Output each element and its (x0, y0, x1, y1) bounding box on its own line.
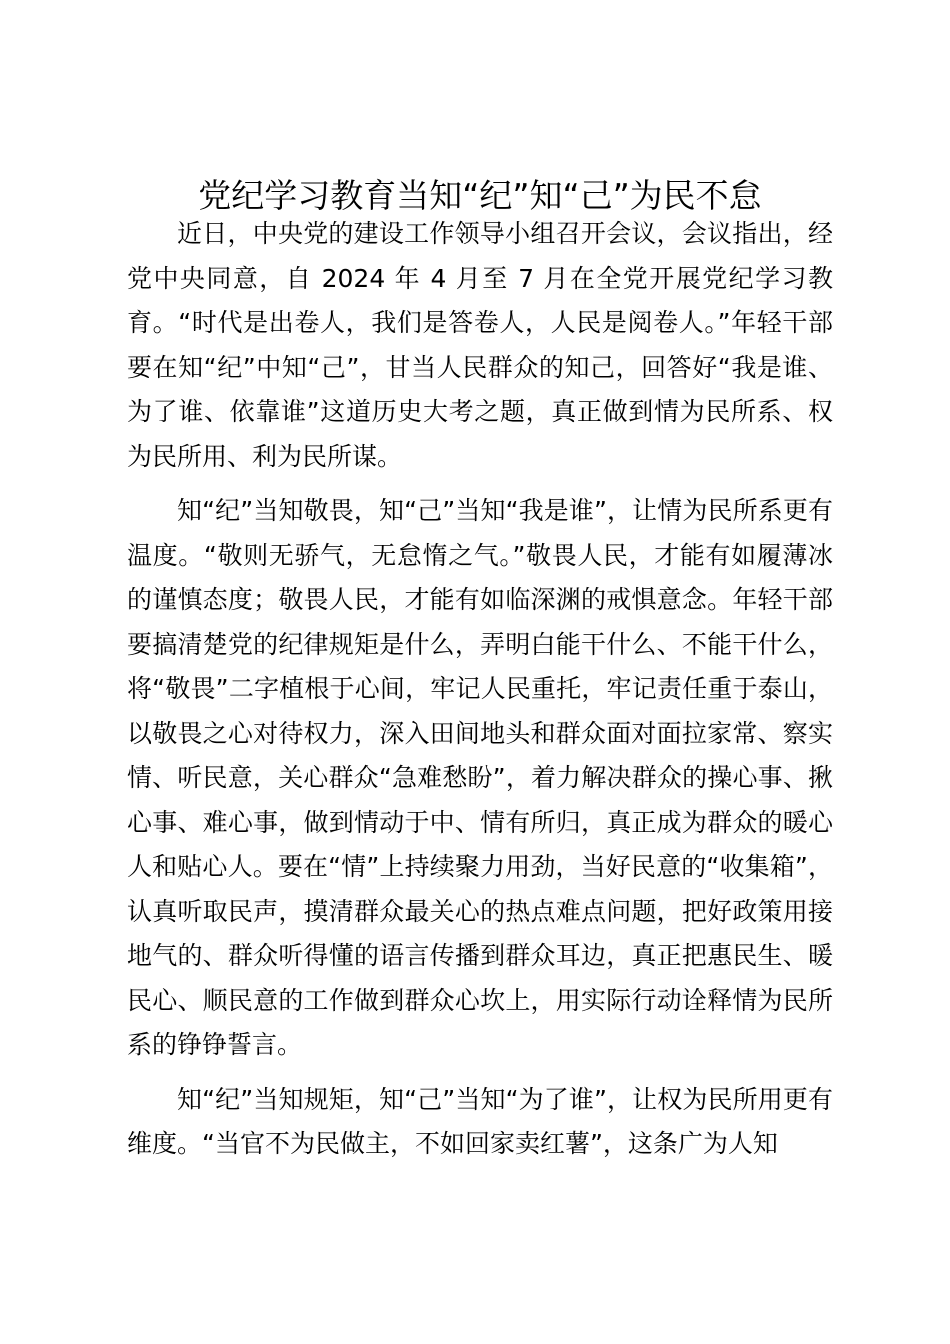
document-title: 党纪学习教育当知“纪”知“己”为民不怠 (198, 176, 762, 215)
document-page (127, 172, 833, 1167)
paragraph-awe: 知“纪”当知敬畏，知“己”当知“我是谁”，让情为民所系更有温度。“敬则无骄气，无怠惰之气。”敬畏人民，才能有如履薄冰的谨慎态度；敬畏人民，才能有如临深渊的戒惧意念。年轻干部要搞清楚党的纪律规矩是什么，弄明白能干什么、不能干什么，将“敬畏”二字植根于心间，牢记人民重托，牢记责任重于泰山，以敬畏之心对待权力，深入田间地头和群众面对面拉家常、察实情、听民意，关心群众“急难愁盼”，着力解决群众的操心事、揪心事、难心事，做到情动于中、情有所归，真正成为群众的暖心人和贴心人。要在“情”上持续聚力用劲，当好民意的“收集箱”，认真听取民声，摸清群众最关心的热点难点问题，把好政策用接地气的、群众听得懂的语言传播到群众耳边，真正把惠民生、暖民心、顺民意的工作做到群众心坎上，用实际行动诠释情为民所系的铮铮誓言。 (127, 496, 833, 1059)
paragraph-rules: 知“纪”当知规矩，知“己”当知“为了谁”，让权为民所用更有维度。“当官不为民做主，不如回家卖红薯”，这条广为人知 (127, 1084, 833, 1158)
paragraph-intro: 近日，中央党的建设工作领导小组召开会议，会议指出，经党中央同意，自 2024 年 4 月至 7 月在全党开展党纪学习教育。“时代是出卷人，我们是答卷人，人民是阅卷人。”年轻干部要在知“纪”中知“己”，甘当人民群众的知己，回答好“我是谁、为了谁、依靠谁”这道历史大考之题，真正做到情为民所系、权为民所用、利为民所谋。 (127, 219, 833, 471)
